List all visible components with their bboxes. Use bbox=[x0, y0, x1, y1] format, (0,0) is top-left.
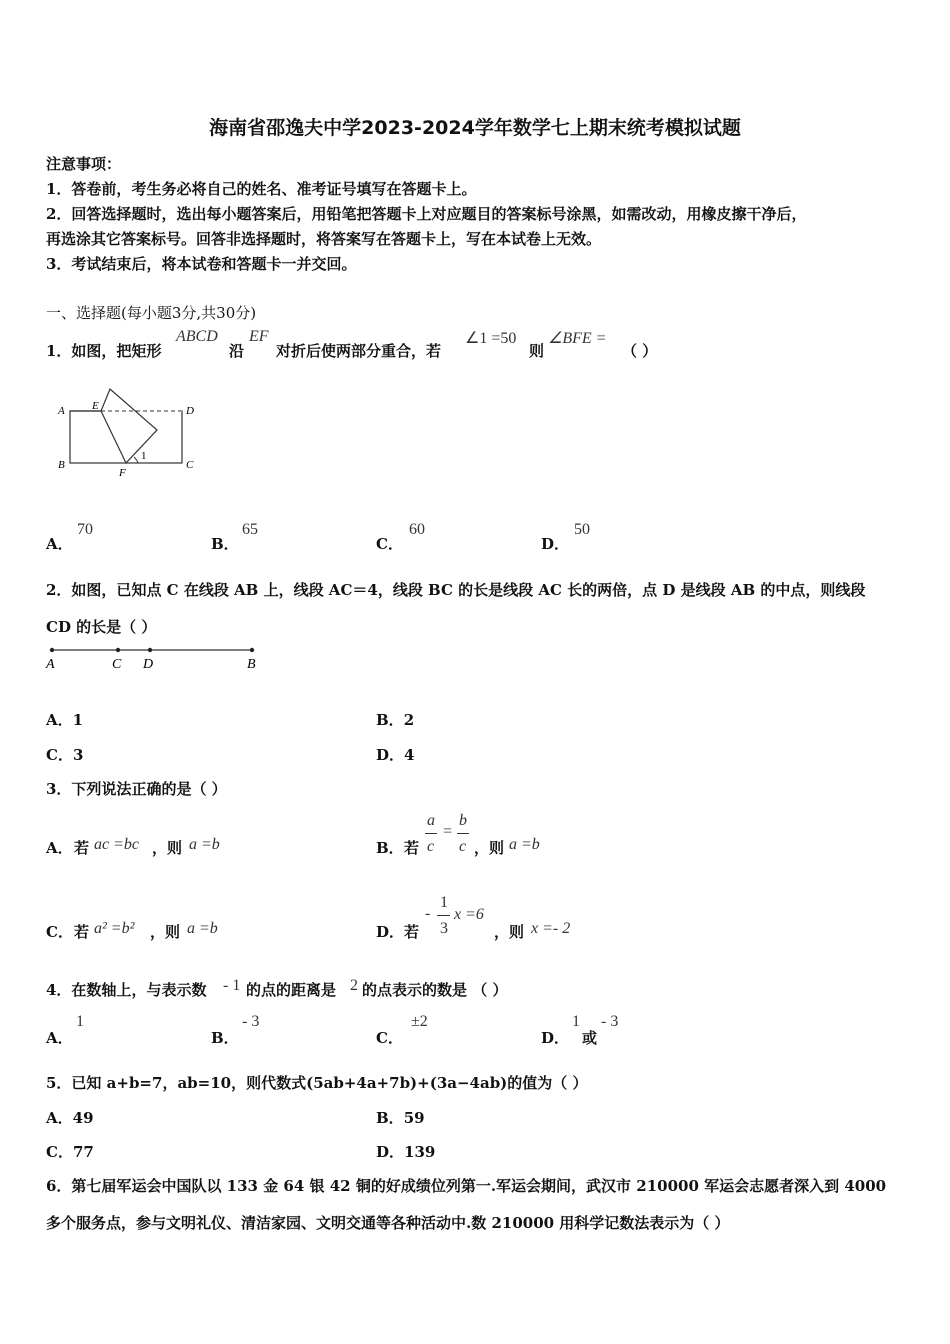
q1-option-c-letter: C． bbox=[376, 535, 403, 553]
q2-option-a-letter: A． bbox=[46, 711, 73, 729]
q4-option-c-value: ±2 bbox=[411, 1013, 428, 1030]
q2-option-c-value: 3 bbox=[72, 746, 84, 764]
q3-option-d-rest: x =6 bbox=[454, 906, 484, 923]
label-angle-1: 1 bbox=[141, 450, 147, 462]
q5-option-c bbox=[46, 1141, 94, 1162]
q6-stem-line1: 6．第七届军运会中国队以 133 金 64 银 42 铜的好成绩位列第一.军运会期间，武汉市 210000 军运会志愿者深入到 4000 bbox=[46, 1177, 887, 1195]
q2-stem-line2: CD 的长是（ ） bbox=[46, 618, 157, 636]
q3-option-c-result: a =b bbox=[187, 920, 218, 937]
q5-option-c-letter: C． bbox=[46, 1143, 73, 1161]
notice-item-2-cont: 再选涂其它答案标号。回答非选择题时，将答案写在答题卡上，写在本试卷上无效。 bbox=[46, 230, 602, 248]
q3-option-a-letter: A． bbox=[46, 839, 73, 857]
q1-mid3: 则 bbox=[529, 342, 545, 360]
q4-math-neg1: - 1 bbox=[223, 977, 241, 994]
q5-option-d-letter: D． bbox=[376, 1143, 405, 1161]
q1-prefix: 1．如图，把矩形 bbox=[46, 342, 162, 360]
q2-figure bbox=[44, 640, 274, 676]
q4-part3: 的点表示的数是 （ ） bbox=[362, 981, 508, 999]
q4-option-b-letter: B． bbox=[211, 1029, 239, 1047]
q2-option-a-value: 1 bbox=[72, 711, 84, 729]
label-f: F bbox=[119, 467, 126, 479]
q1-mid2: 对折后使两部分重合，若 bbox=[276, 342, 442, 360]
q1-math-angle1: ∠1 =50 bbox=[465, 330, 517, 347]
label-c: C bbox=[112, 657, 122, 672]
q5-option-a-value: 49 bbox=[72, 1109, 94, 1127]
q1-mid1: 沿 bbox=[229, 342, 245, 360]
notice-item-1: 1．答卷前，考生务必将自己的姓名、准考证号填写在答题卡上。 bbox=[46, 180, 477, 198]
q5-stem: 5．已知 a+b=7，ab=10，则代数式(5ab+4a+7b)+(3a−4ab)的值为（ ） bbox=[46, 1074, 588, 1092]
q1-option-c-value: 60 bbox=[409, 521, 425, 538]
notice-item-2: 2．回答选择题时，选出每小题答案后，用铅笔把答题卡上对应题目的答案标号涂黑，如需改动，用橡皮擦干净后， bbox=[46, 205, 807, 223]
q3-option-a-expr: ac =bc bbox=[94, 836, 139, 853]
label-d: D bbox=[186, 405, 194, 417]
q3-option-d-den: 3 bbox=[440, 920, 448, 937]
q3-option-a-result: a =b bbox=[189, 836, 220, 853]
q3-option-a-ruo: 若 bbox=[74, 839, 90, 857]
q4-option-b-value: - 3 bbox=[242, 1013, 260, 1030]
q6-stem-line2: 多个服务点，参与文明礼仪、清洁家园、文明交通等各种活动中.数 210000 用科学记数法表示为（ ） bbox=[46, 1214, 730, 1232]
page-title: 海南省邵逸夫中学2023-2024学年数学七上期末统考模拟试题 bbox=[209, 117, 741, 139]
q3-option-a-ze: ，则 bbox=[152, 839, 183, 857]
q1-suffix: （ ） bbox=[622, 342, 658, 360]
q5-option-c-value: 77 bbox=[72, 1143, 94, 1161]
q4-option-a-letter: A． bbox=[46, 1029, 73, 1047]
q1-option-a-value: 70 bbox=[77, 521, 93, 538]
q1-math-ef: EF bbox=[249, 328, 269, 345]
q2-option-d bbox=[376, 744, 414, 765]
q2-option-d-value: 4 bbox=[404, 746, 415, 764]
q3-option-d-letter: D． bbox=[376, 923, 405, 941]
label-a: A bbox=[46, 657, 55, 672]
q5-option-b bbox=[376, 1107, 425, 1128]
q3-option-d-num: 1 bbox=[440, 894, 448, 911]
q4-part1: 4．在数轴上，与表示数 bbox=[46, 981, 207, 999]
q3-option-c-ruo: 若 bbox=[74, 923, 90, 941]
q3-option-c-expr: a² =b² bbox=[94, 920, 135, 937]
q3-option-d-neg: - bbox=[425, 905, 431, 922]
q4-math-2: 2 bbox=[350, 977, 358, 994]
q2-option-d-letter: D． bbox=[376, 746, 405, 764]
label-e: E bbox=[92, 400, 99, 412]
q1-math-bfe: ∠BFE = bbox=[548, 330, 607, 347]
q3-option-b-ruo: 若 bbox=[404, 839, 420, 857]
q5-option-a-letter: A． bbox=[46, 1109, 73, 1127]
q4-option-a-value: 1 bbox=[76, 1013, 84, 1030]
q4-part2: 的点的距离是 bbox=[246, 981, 337, 999]
label-a: A bbox=[58, 405, 65, 417]
q1-figure bbox=[56, 383, 206, 483]
q2-option-c-letter: C． bbox=[46, 746, 73, 764]
q3-option-b-eq: = bbox=[443, 823, 453, 840]
q3-option-c-letter: C． bbox=[46, 923, 73, 941]
q4-option-d-value: 1 bbox=[572, 1013, 580, 1030]
q5-option-b-value: 59 bbox=[403, 1109, 425, 1127]
section-heading: 一、选择题(每小题3分,共30分) bbox=[46, 304, 257, 322]
label-c: C bbox=[186, 459, 194, 471]
q2-option-a bbox=[46, 709, 83, 730]
q3-option-b-num1: a bbox=[427, 812, 435, 829]
folded-rectangle-figure bbox=[56, 383, 206, 483]
q3-option-d-result: x =- 2 bbox=[531, 920, 571, 937]
q4-option-d-or: 或 bbox=[582, 1029, 598, 1047]
q5-option-a bbox=[46, 1107, 94, 1128]
q1-option-b-letter: B． bbox=[211, 535, 239, 553]
q2-option-b-value: 2 bbox=[403, 711, 415, 729]
q3-option-b-ze: ，则 bbox=[474, 839, 505, 857]
q1-math-abcd: ABCD bbox=[176, 328, 218, 345]
label-d: D bbox=[143, 657, 154, 672]
notice-item-3: 3．考试结束后，将本试卷和答题卡一并交回。 bbox=[46, 255, 357, 273]
q1-option-d-value: 50 bbox=[574, 521, 590, 538]
q4-option-d-letter: D． bbox=[541, 1029, 570, 1047]
q3-stem: 3．下列说法正确的是（ ） bbox=[46, 780, 227, 798]
q3-option-b-result: a =b bbox=[509, 836, 540, 853]
label-b: B bbox=[58, 459, 65, 471]
q3-option-c-ze: ，则 bbox=[150, 923, 181, 941]
q3-option-b-den2: c bbox=[459, 838, 467, 855]
q3-option-b-den1: c bbox=[427, 838, 435, 855]
q3-option-b-letter: B． bbox=[376, 839, 404, 857]
q4-option-d-value2: - 3 bbox=[601, 1013, 619, 1030]
q3-option-d-ze: ，则 bbox=[494, 923, 525, 941]
label-b: B bbox=[247, 657, 256, 672]
q5-option-d-value: 139 bbox=[404, 1143, 436, 1161]
q2-option-b-letter: B． bbox=[376, 711, 404, 729]
q3-option-b-fraction-bar1 bbox=[425, 833, 437, 834]
q4-option-c-letter: C． bbox=[376, 1029, 403, 1047]
q1-option-d-letter: D． bbox=[541, 535, 570, 553]
q3-option-b-num2: b bbox=[459, 812, 467, 829]
q3-option-d-fraction-bar bbox=[437, 915, 450, 916]
q2-stem-line1: 2．如图，已知点 C 在线段 AB 上，线段 AC＝4，线段 BC 的长是线段 AC 长的两倍，点 D 是线段 AB 的中点，则线段 bbox=[46, 581, 866, 599]
q2-option-b bbox=[376, 709, 414, 730]
q5-option-b-letter: B． bbox=[376, 1109, 404, 1127]
q3-option-b-fraction-bar2 bbox=[457, 833, 469, 834]
line-segment-figure bbox=[44, 640, 274, 676]
q1-option-a-letter: A． bbox=[46, 535, 73, 553]
q5-option-d bbox=[376, 1141, 435, 1162]
notice-heading: 注意事项： bbox=[46, 155, 122, 173]
q1-option-b-value: 65 bbox=[242, 521, 258, 538]
q2-option-c bbox=[46, 744, 83, 765]
q3-option-d-ruo: 若 bbox=[404, 923, 420, 941]
